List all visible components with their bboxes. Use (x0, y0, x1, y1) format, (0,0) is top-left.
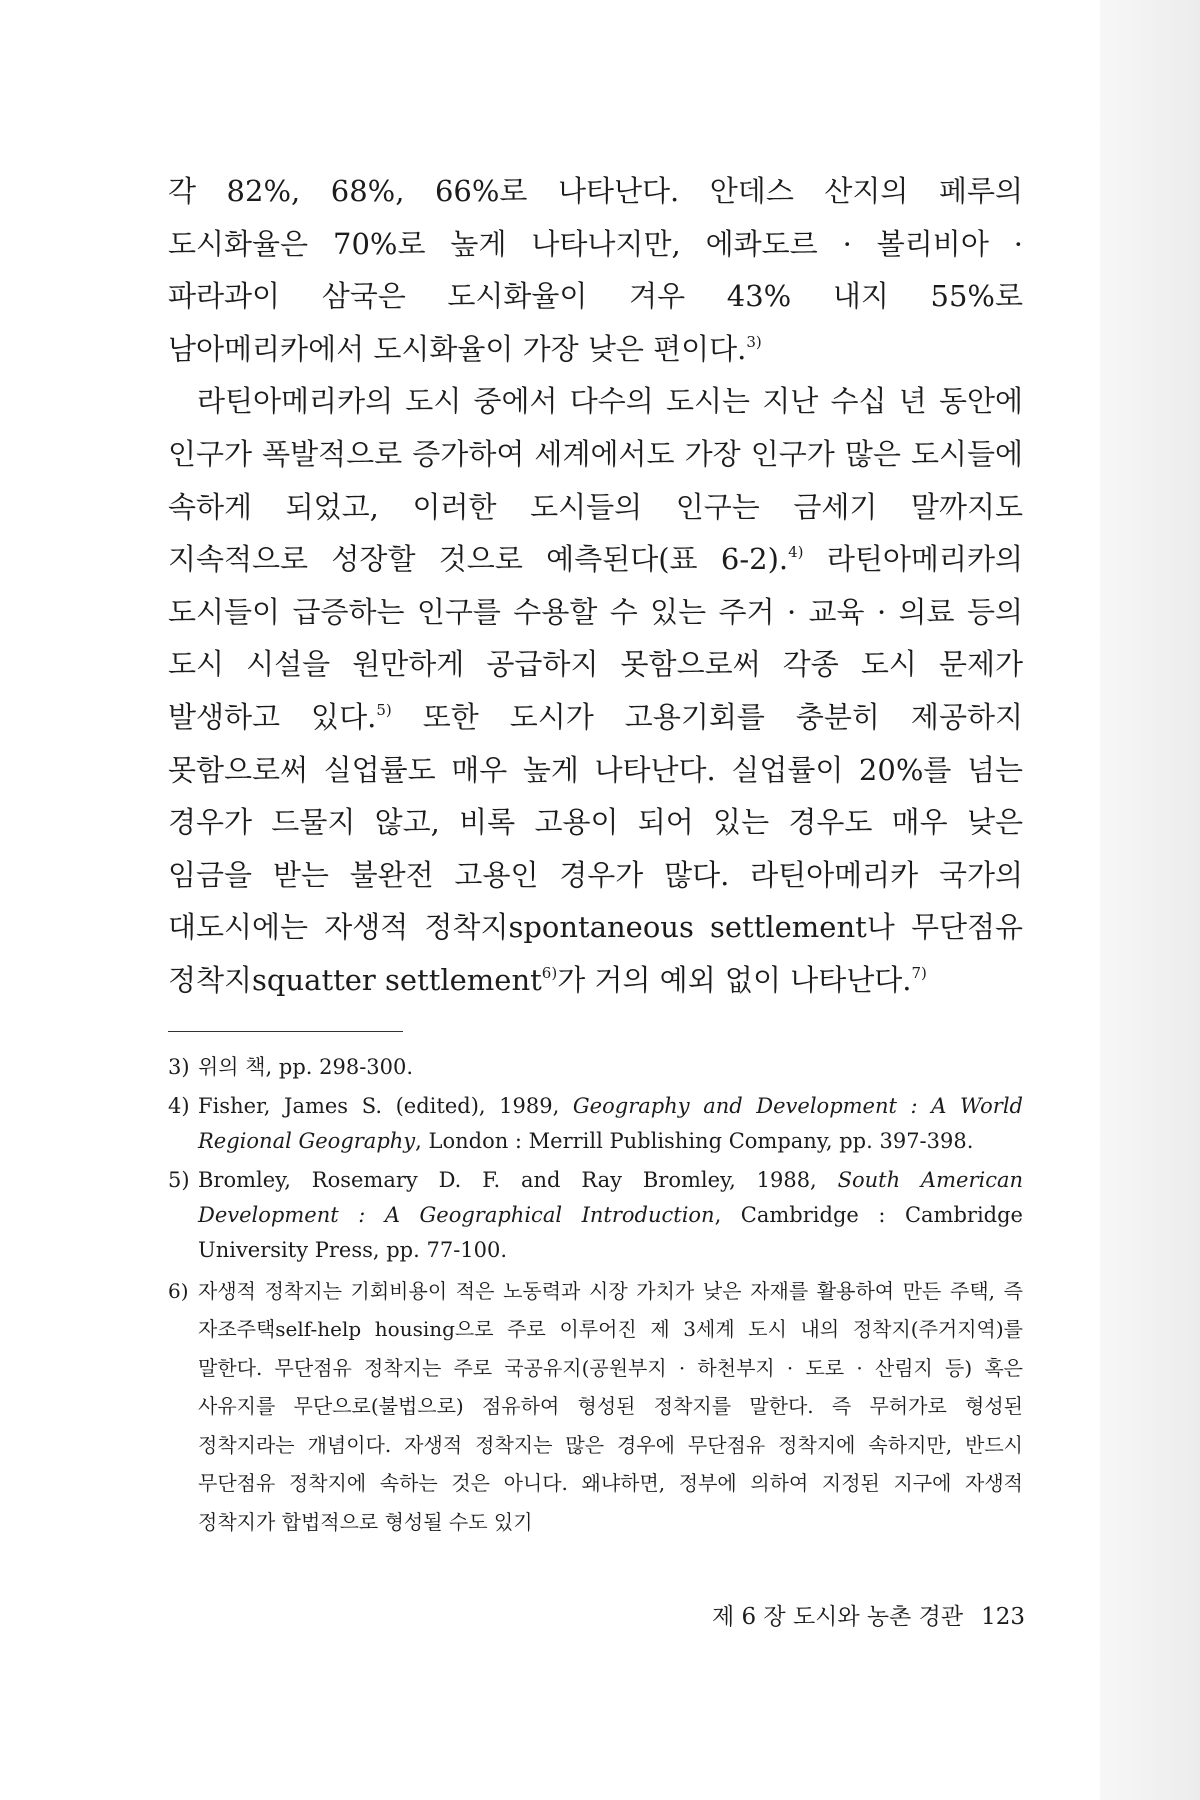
footnote-ref-3[interactable]: 3) (746, 332, 762, 351)
paragraph-2-text-a: 라틴아메리카의 도시 중에서 다수의 도시는 지난 수십 년 동안에 인구가 폭발적으로 증가하여 세계에서도 가장 인구가 많은 도시들에 속하게 되었고, 이러한 도시들의 인구는 금세기 말까지도 지속적으로 성장할 것으로 예측된다(표 6-2). (168, 384, 1023, 577)
citation-title: South American Development : A Geographical Introduction (198, 1167, 1024, 1227)
footnote-number: 4) (168, 1093, 190, 1118)
paragraph-2 (168, 375, 1023, 1006)
footnote-4 (168, 1089, 1023, 1159)
footnote-ref-5[interactable]: 5) (376, 700, 392, 719)
citation-publisher: , London : Merrill Publishing Company, pp. 397-398. (415, 1128, 974, 1153)
footnote-number: 5) (168, 1167, 190, 1192)
footnote-text: 위의 책, pp. 298-300. (198, 1054, 414, 1079)
citation-authors: Fisher, James S. (edited), 1989, (198, 1093, 573, 1118)
footnote-number: 3) (168, 1054, 190, 1079)
footnote-separator (168, 1031, 403, 1032)
paragraph-2-text-c: 또한 도시가 고용기회를 충분히 제공하지 못함으로써 실업률도 매우 높게 나타난다. 실업률이 20%를 넘는 경우가 드물지 않고, 비록 고용이 되어 있는 경우도 매우 낮은 임금을 받는 불완전 고용인 경우가 많다. 라틴아메리카 국가의 대도시에는 자생적 정착지spontaneous settlement나 무단점유 정착지squatter settlement (168, 699, 1023, 997)
footnotes (168, 1050, 1023, 1542)
footnote-5 (168, 1163, 1023, 1268)
footnote-ref-6[interactable]: 6) (541, 963, 558, 982)
footnote-6 (168, 1272, 1023, 1542)
page-content (168, 165, 1023, 1545)
citation-title: Geography and Development : A World Regional Geography (198, 1093, 1024, 1153)
running-footer (600, 1598, 1025, 1631)
running-title: 제 6 장 도시와 농촌 경관 (711, 1604, 964, 1630)
footnote-ref-4[interactable]: 4) (788, 543, 804, 562)
body-text (168, 165, 1023, 1007)
page-number: 123 (981, 1604, 1025, 1630)
footnote-text (198, 1089, 1023, 1159)
footnote-text (198, 1163, 1023, 1268)
citation-publisher: , Cambridge : Cambridge University Press, pp. 77-100. (198, 1202, 1023, 1262)
footnote-3 (168, 1050, 1023, 1085)
paragraph-1 (168, 165, 1023, 375)
footnote-text: 자생적 정착지는 기회비용이 적은 노동력과 시장 가치가 낮은 자재를 활용하여 만든 주택, 즉 자조주택self-help housing으로 주로 이루어진 제 3세계 도시 내의 정착지(주거지역)를 말한다. 무단점유 정착지는 주로 국공유지(공원부지 · 하천부지 · 도로 · 산림지 등) 혹은 사유지를 무단으로(불법으로) 점유하여 형성된 정착지를 말한다. 즉 무허가로 형성된 정착지라는 개념이다. 자생적 정착지는 많은 경우에 무단점유 정착지에 속하지만, 반드시 무단점유 정착지에 속하는 것은 아니다. 왜냐하면, 정부에 의하여 지정된 지구에 자생적 정착지가 합법적으로 형성될 수도 있기 (198, 1278, 1023, 1534)
page-gutter-shadow (1100, 0, 1200, 1800)
paragraph-1-text: 각 82%, 68%, 66%로 나타난다. 안데스 산지의 페루의 도시화율은 70%로 높게 나타나지만, 에콰도르 · 볼리비아 · 파라과이 삼국은 도시화율이 겨우 43% 내지 55%로 남아메리카에서 도시화율이 가장 낮은 편이다. (168, 174, 1023, 366)
footnote-number: 6) (168, 1278, 189, 1303)
citation-authors: Bromley, Rosemary D. F. and Ray Bromley, 1988, (198, 1167, 838, 1192)
footnote-ref-7[interactable]: 7) (911, 963, 927, 982)
paragraph-2-text-b: 라틴아메리카의 도시들이 급증하는 인구를 수용할 수 있는 주거 · 교육 · 의료 등의 도시 시설을 원만하게 공급하지 못함으로써 각종 도시 문제가 발생하고 있다. (168, 542, 1023, 734)
paragraph-2-text-d: 가 거의 예외 없이 나타난다. (557, 962, 912, 997)
